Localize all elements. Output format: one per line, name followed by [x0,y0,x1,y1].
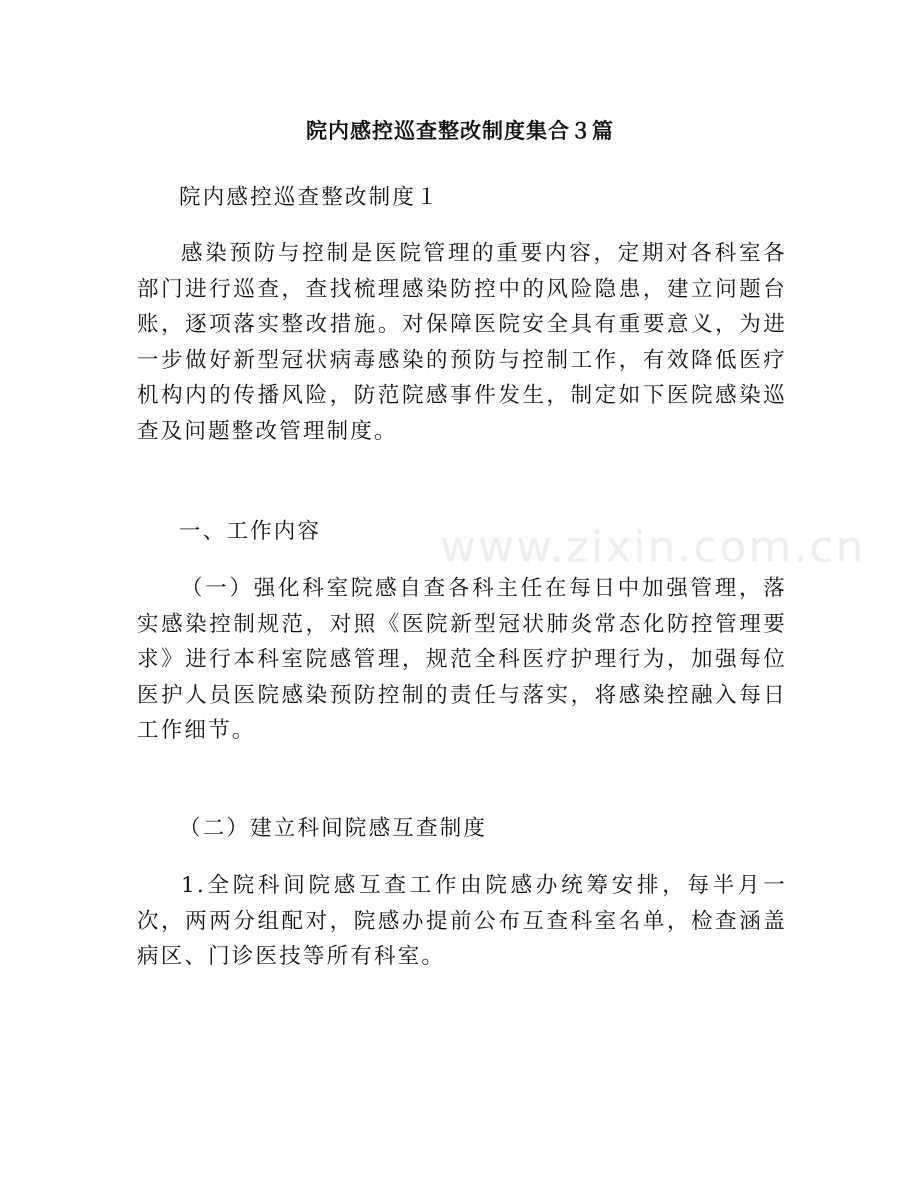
document-title: 院内感控巡查整改制度集合３篇 [306,119,614,143]
paragraph-self-inspection: （一）强化科室院感自查各科主任在每日中加强管理，落实感染控制规范，对照《医院新型冠状肺炎常态化防控管理要求》进行本科室院感管理，规范全科医疗护理行为，加强每位医护人员医院感染预防控制的责任与落实，将感染控融入每日工作细节。 [137,576,787,743]
paragraph-mutual-inspection-rule-1: 1.全院科间院感互查工作由院感办统筹安排，每半月一次，两两分组配对，院感办提前公布互查科室名单，检查涵盖病区、门诊医技等所有科室。 [137,873,787,969]
paragraph-intro: 感染预防与控制是医院管理的重要内容，定期对各科室各部门进行巡查，查找梳理感染防控中的风险隐患，建立问题台账，逐项落实整改措施。对保障医院安全具有重要意义，为进一步做好新型冠状病毒感染的预防与控制工作，有效降低医疗机构内的传播风险，防范院感事件发生，制定如下医院感染巡查及问题整改管理制度。 [137,241,787,444]
document-subtitle: 院内感控巡查整改制度１ [179,185,440,210]
subsection-heading-mutual-inspection: （二）建立科间院感互查制度 [179,816,488,841]
section-heading-work-content: 一、工作内容 [179,519,322,544]
watermark: www.zixin.com.cn [440,522,866,573]
